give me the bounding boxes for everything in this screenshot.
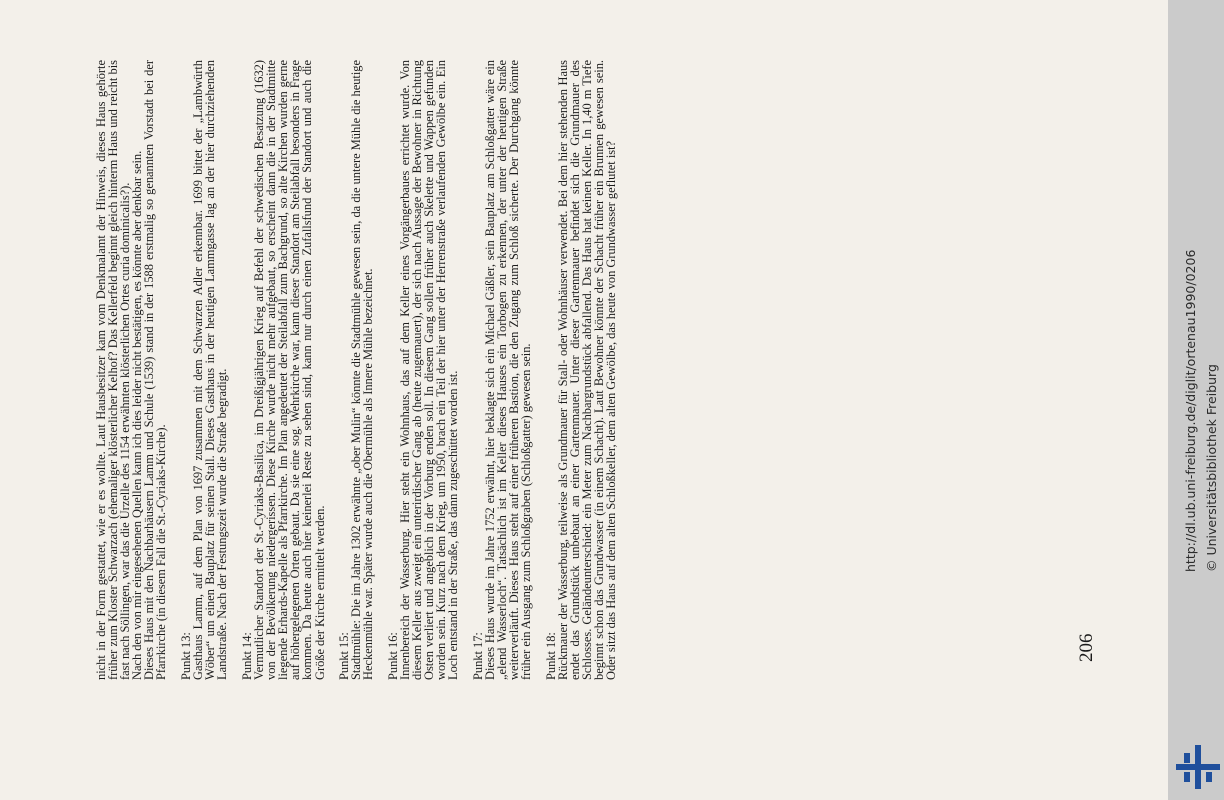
section-punkt-18: [545, 60, 618, 680]
rotated-text-column: [95, 60, 1105, 680]
intro-paragraph: nicht in der Form gestattet, wie er es wollte. Laut Hausbesitzer kam vom Denkmalamt der Hinweis, dieses Haus gehörte früher zum Kloster Schwarzach (ehemaliger klösterlicher Kelhof? Das Kellerfeld beginnt gleich hinterm Haus und reicht bis fast nach Söllingen, war das die Urzelle des 1154 erwähnten klösterlichen Ortes curia dominicalis?).: [94, 60, 133, 680]
section-punkt-13: [180, 60, 228, 680]
section-punkt-16: [387, 60, 460, 680]
ub-freiburg-logo-icon: [1176, 745, 1220, 789]
section-heading: Punkt 13:: [179, 632, 194, 680]
section-text: Dieses Haus wurde im Jahre 1752 erwähnt, hier beklagte sich ein Michael Gäßler, sein Bauplatz am Schloßgatter wäre ein „elend Wasserloch“. Tatsächlich ist im Keller dieses Hauses ein Torbogen zu erkennen, der unter der heutigen Straße weiterverläuft. Dieses Haus steht auf einer früheren Bastion, die den Zugang zum Schloß sicherte. Der Durchgang könnte früher ein Ausgang zum Schloßgraben (Schloßgatter) gewesen sein.: [483, 60, 534, 680]
section-text: Innenbereich der Wasserburg. Hier steht ein Wohnhaus, das auf dem Keller eines Vorgängerbaues errichtet wurde. Von diesem Keller aus zweigt ein unterirdischer Gang ab (heute zugemauert), der sich nach Aussage der Bewohner in Richtung Osten verliert und angeblich in der Vorburg enden soll. In diesem Gang sollen früher auch Skelette und Wappen gefunden worden sein. Kurz nach dem Krieg, um 1950, brach ein Teil der hier unter der Herrenstraße verlaufenden Gewölbe ein. Ein Loch entstand in der Straße, das dann zugeschüttet worden ist.: [397, 60, 461, 680]
logo-bar: [1184, 772, 1190, 782]
section-heading: Punkt 15:: [337, 632, 352, 680]
intro-block: [95, 60, 168, 680]
section-heading: Punkt 14:: [239, 632, 254, 680]
section-punkt-15: [338, 60, 374, 680]
page-number: 206: [1076, 633, 1097, 662]
section-heading: Punkt 18:: [543, 632, 558, 680]
section-heading: Punkt 17:: [470, 632, 485, 680]
section-text: Stadtmühle: Die im Jahre 1302 erwähnte „ober Mulin“ könnte die Stadtmühle gewesen sein, da die untere Mühle die heutige Heckenmühle war. Später wurde auch die Obermühle als Innere Mühle bezeichnet.: [349, 60, 376, 680]
section-heading: Punkt 16:: [385, 632, 400, 680]
intro-paragraph: Dieses Haus mit den Nachbarhäusern Lamm und Schule (1539) stand in der 1588 erstmalig so genannten Vorstadt bei der Pfarrkirche (in diesem Fall die St.-Cyriaks-Kirche).: [142, 60, 169, 680]
section-punkt-14: [241, 60, 326, 680]
logo-bar: [1184, 753, 1190, 763]
logo-bar: [1195, 745, 1201, 789]
section-punkt-17: [472, 60, 532, 680]
logo-bar: [1206, 772, 1212, 782]
section-text: Vermutlicher Standort der St.-Cyriaks-Basilica, im Dreißigjährigen Krieg auf Befehl der schwedischen Besatzung (1632) von der Bevölkerung niedergerissen. Diese Kirche wurde nicht mehr aufgebaut, so erscheint dann die in der Stadtmitte liegende Erhards-Kapelle als Pfarrkirche. Im Plan angedeutet der Steilabfall zum Bachgrund, so alte Kirchen wurden gerne auf höhergelegenen Orten gebaut. Da sie eine sog. Wehrkirche war, kann dieser Standort am Steilabfall besonders in Frage kommen. Da heute auch hier keinerlei Reste zu sehen sind, kann nur durch einen Zufallsfund der Standort und auch die Größe der Kirche ermittelt werden.: [252, 60, 327, 680]
copyright-notice: © Universitätsbibliothek Freiburg: [1204, 364, 1219, 572]
intro-paragraph: Nach den von mir eingesehenen Quellen kann ich dies leider nicht bestätigen, es könnte aber denkbar sein.: [130, 150, 145, 680]
section-text: Gasthaus Lamm, auf dem Plan von 1697 zusammen mit dem Schwarzen Adler erkennbar. 1699 bittet der „Lambwürth Wöber“ um einen Bauplatz für seinen Stall. Dieses Gasthaus in der heutigen Lammgasse lag an der hier durchziehenden Landstraße. Nach der Festungszeit wurde die Straße begradigt.: [191, 60, 230, 680]
source-url-link[interactable]: http://dl.ub.uni-freiburg.de/diglit/ortenau1990/0206: [1183, 249, 1198, 572]
section-text: Rückmauer der Wasserburg, teilweise als Grundmauer für Stall- oder Wohnhäuser verwendet. Bei dem hier stehenden Haus endet das Grundstück unbebaut an einer Gartenmauer. Unter dieser Gartenmauer befindet sich die Grundmauer des Schlosses. Geländeunterschied: ein Meter zum Nachbargrundstück abfallend. Das Haus hat keinen Keller. In 1,40 m Tiefe beginnt schon das Grundwasser (in einem Schacht). Laut Bewohner könnte der Schacht früher ein Brunnen gewesen sein. Oder sitzt das Haus auf dem alten Schloßkeller, dem alten Gewölbe, das heute von Grundwasser geflutet ist?: [556, 60, 619, 680]
